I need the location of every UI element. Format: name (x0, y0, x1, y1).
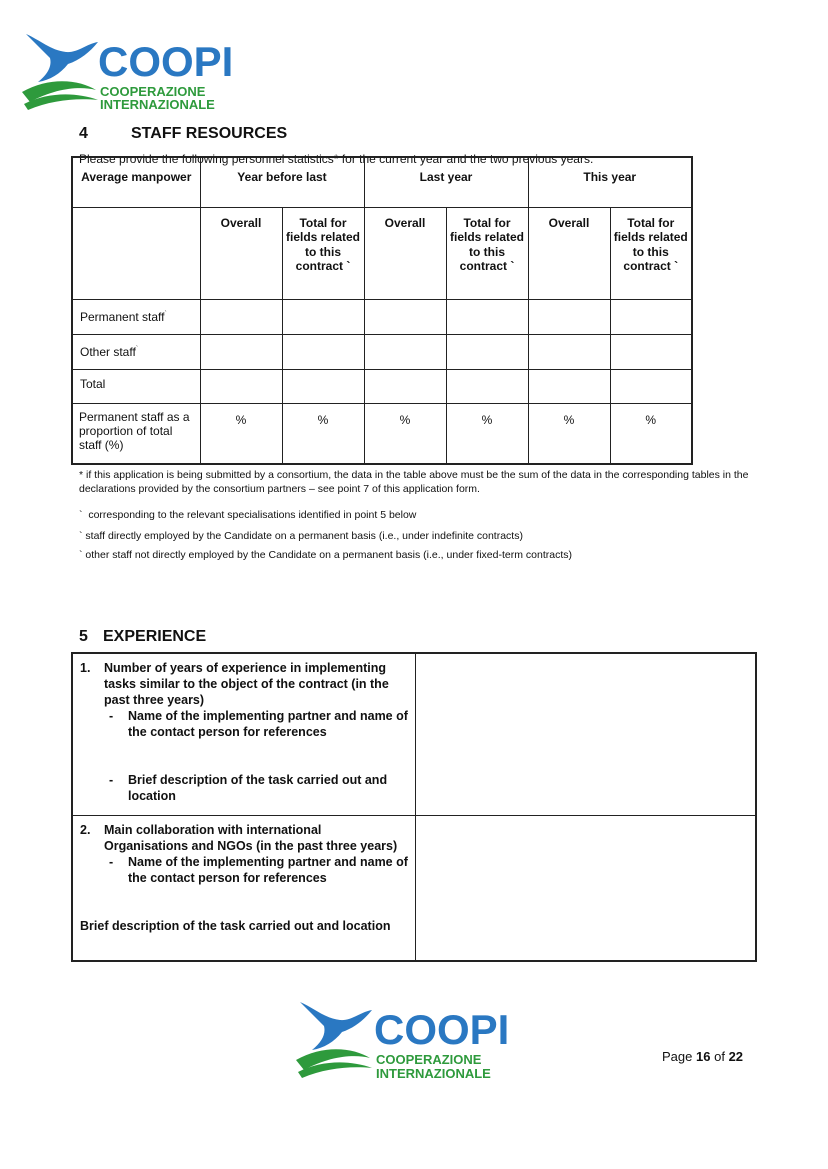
table-row-total (72, 369, 692, 403)
input-cell[interactable] (282, 299, 364, 334)
section-4-intro: Please provide the following personnel statistics* for the current year and the two previous years. (79, 152, 594, 166)
footnote-other: ` other staff not directly employed by the Candidate on a permanent basis (i.e., under fixed-term contracts) (79, 549, 572, 561)
coopi-logo-graphic (20, 30, 240, 112)
table-row-permanent-proportion (72, 403, 692, 464)
percent-cell[interactable]: % (200, 403, 282, 464)
logo-wordmark: COOPI (98, 38, 234, 85)
table-row-other-staff (72, 334, 692, 369)
input-cell[interactable] (282, 369, 364, 403)
input-cell[interactable] (364, 369, 446, 403)
experience-row-2 (72, 815, 756, 961)
table-row-permanent-staff (72, 299, 692, 334)
subheader-overall: Overall (200, 207, 282, 299)
coopi-logo-bottom (294, 998, 514, 1082)
experience-answer-1[interactable] (415, 653, 756, 815)
table-subheader-row (72, 207, 692, 299)
experience-question-1: 1. Number of years of experience in implementing tasks similar to the object of the contract (in the past three years) - Name of the implementing partner and name of the contact person for references - Brief description of the task carried out and location (72, 653, 415, 815)
subheader-overall: Overall (364, 207, 446, 299)
section-4-title (79, 125, 287, 143)
footnote-consortium: * if this application is being submitted by a consortium, the data in the table above must be the sum of the data in the corresponding tables in the declarations provided by the consortium partners – see point 7 of this application form. (79, 469, 749, 495)
subheader-overall: Overall (528, 207, 610, 299)
subheader-total-fields: Total for fields related to this contract ` (610, 207, 692, 299)
section-4-number: 4 (79, 125, 88, 142)
subheader-empty (72, 207, 200, 299)
logo-line1: COOPERAZIONE (376, 1052, 482, 1067)
row-label: Other staff` (72, 334, 200, 369)
input-cell[interactable] (446, 369, 528, 403)
percent-cell[interactable]: % (610, 403, 692, 464)
header-year-before-last: Year before last (200, 157, 364, 207)
input-cell[interactable] (446, 299, 528, 334)
logo-line2: INTERNAZIONALE (100, 97, 215, 112)
input-cell[interactable] (364, 334, 446, 369)
footnote-specialisations: ` corresponding to the relevant specialisations identified in point 5 below (79, 509, 417, 521)
logo-line2: INTERNAZIONALE (376, 1066, 491, 1081)
input-cell[interactable] (528, 334, 610, 369)
header-last-year: Last year (364, 157, 528, 207)
subheader-total-fields: Total for fields related to this contract ` (446, 207, 528, 299)
page-number: Page 16 of 22 (662, 1049, 744, 1064)
input-cell[interactable] (364, 299, 446, 334)
logo-wordmark: COOPI (374, 1006, 510, 1053)
input-cell[interactable] (200, 334, 282, 369)
experience-question-2: 2. Main collaboration with international Organisations and NGOs (in the past three years) - Name of the implementing partner and name of the contact person for references Brief description of the task carried out and location (72, 815, 415, 961)
table-header-row (72, 157, 692, 207)
experience-answer-2[interactable] (415, 815, 756, 961)
experience-table (71, 652, 757, 962)
footnote-permanent: ` staff directly employed by the Candidate on a permanent basis (i.e., under indefinite contracts) (79, 530, 523, 542)
coopi-logo-top (20, 30, 240, 112)
input-cell[interactable] (200, 299, 282, 334)
section-5-number: 5 (79, 628, 88, 645)
input-cell[interactable] (200, 369, 282, 403)
input-cell[interactable] (446, 334, 528, 369)
input-cell[interactable] (528, 369, 610, 403)
percent-cell[interactable]: % (282, 403, 364, 464)
section-5-heading: EXPERIENCE (103, 628, 207, 645)
input-cell[interactable] (282, 334, 364, 369)
row-label: Permanent staff` (72, 299, 200, 334)
section-4-heading: STAFF RESOURCES (131, 125, 288, 142)
input-cell[interactable] (528, 299, 610, 334)
coopi-logo-graphic (294, 998, 514, 1082)
row-label: Total (72, 369, 200, 403)
percent-cell[interactable]: % (446, 403, 528, 464)
percent-cell[interactable]: % (528, 403, 610, 464)
experience-row-1 (72, 653, 756, 815)
logo-line1: COOPERAZIONE (100, 84, 206, 99)
staff-resources-table (71, 156, 693, 465)
percent-cell[interactable]: % (364, 403, 446, 464)
subheader-total-fields: Total for fields related to this contract ` (282, 207, 364, 299)
input-cell[interactable] (610, 299, 692, 334)
row-label: Permanent staff as a proportion of total staff (%) (72, 403, 200, 464)
corner-header: Average manpower (72, 157, 200, 207)
input-cell[interactable] (610, 334, 692, 369)
header-this-year: This year (528, 157, 692, 207)
section-5-title (79, 628, 206, 646)
input-cell[interactable] (610, 369, 692, 403)
